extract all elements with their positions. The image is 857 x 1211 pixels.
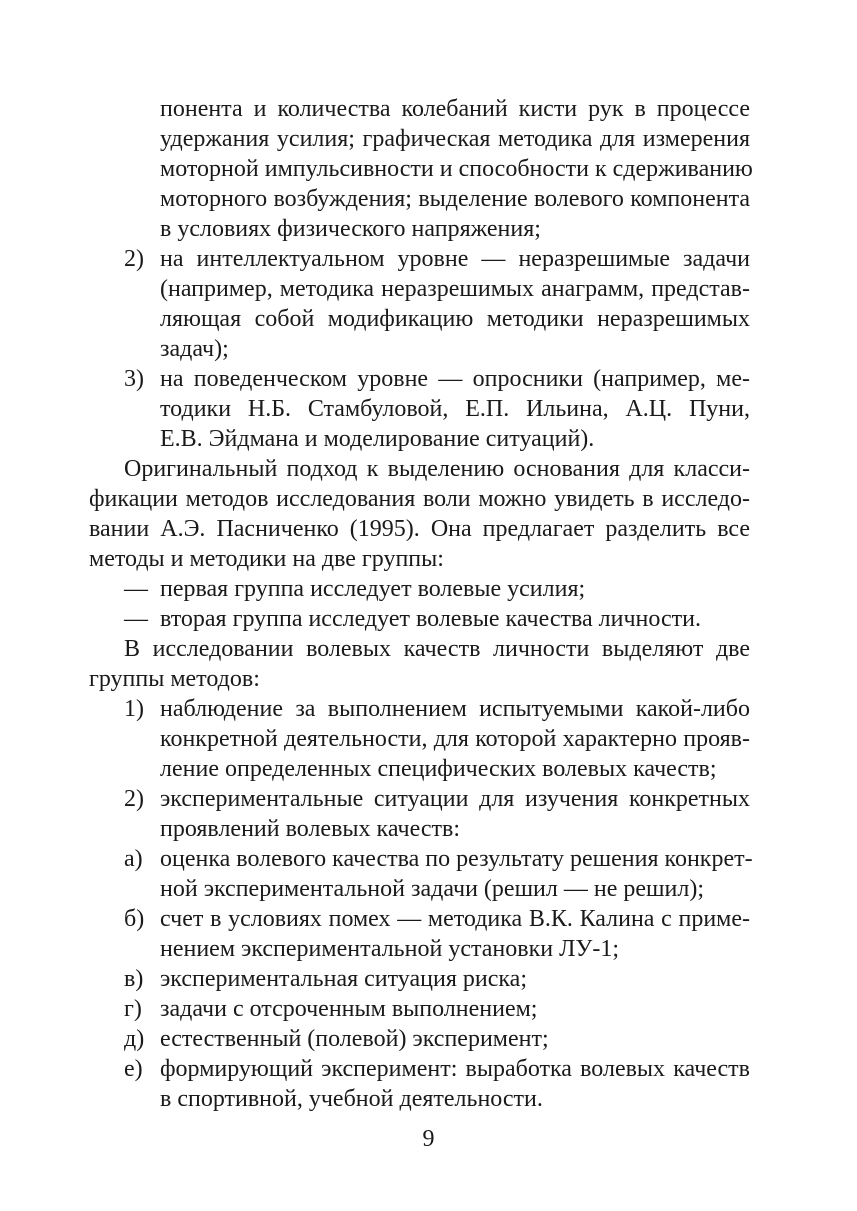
list-marker: 2) bbox=[124, 246, 144, 272]
text-line: на интеллектуальном уровне — неразрешимые задачи bbox=[160, 246, 750, 272]
text-line: ляющая собой модификацию методики неразрешимых bbox=[160, 306, 750, 332]
list-marker: е) bbox=[124, 1056, 143, 1082]
text-line: моторной импульсивности и способности к сдерживанию bbox=[160, 156, 753, 182]
text-line: конкретной деятельности, для которой характерно прояв- bbox=[160, 726, 750, 752]
list-marker: б) bbox=[124, 906, 145, 932]
text-line: счет в условиях помех — методика В.К. Калина с приме- bbox=[160, 906, 750, 932]
text-line: В исследовании волевых качеств личности выделяют две bbox=[124, 636, 750, 662]
text-line: на поведенческом уровне — опросники (например, ме- bbox=[160, 366, 750, 392]
list-marker: а) bbox=[124, 846, 143, 872]
text-line: Е.В. Эйдмана и моделирование ситуаций). bbox=[160, 426, 595, 452]
list-marker: д) bbox=[124, 1026, 145, 1052]
text-line: (например, методика неразрешимых анаграмм, представ- bbox=[160, 276, 750, 302]
list-marker: 3) bbox=[124, 366, 144, 392]
text-line: первая группа исследует волевые усилия; bbox=[160, 576, 586, 602]
text-line: формирующий эксперимент: выработка волевых качеств bbox=[160, 1056, 750, 1082]
text-line: Оригинальный подход к выделению основания для класси- bbox=[124, 456, 750, 482]
text-line: удержания усилия; графическая методика для измерения bbox=[160, 126, 750, 152]
text-line: нением экспериментальной установки ЛУ-1; bbox=[160, 936, 620, 962]
text-line: ной экспериментальной задачи (решил — не решил); bbox=[160, 876, 704, 902]
text-line: проявлений волевых качеств: bbox=[160, 816, 460, 842]
text-line: ление определенных специфических волевых качеств; bbox=[160, 756, 717, 782]
page-number: 9 bbox=[422, 1126, 435, 1152]
text-line: естественный (полевой) эксперимент; bbox=[160, 1026, 549, 1052]
text-line: экспериментальная ситуация риска; bbox=[160, 966, 527, 992]
text-line: моторного возбуждения; выделение волевого компонента bbox=[160, 186, 750, 212]
list-marker: 2) bbox=[124, 786, 144, 812]
text-line: тодики Н.Б. Стамбуловой, Е.П. Ильина, А.Ц. Пуни, bbox=[160, 396, 750, 422]
text-line: группы методов: bbox=[89, 666, 260, 692]
text-line: оценка волевого качества по результату решения конкрет- bbox=[160, 846, 753, 872]
text-line: методы и методики на две группы: bbox=[89, 546, 444, 572]
text-line: вании А.Э. Пасниченко (1995). Она предлагает разделить все bbox=[89, 516, 750, 542]
text-line: экспериментальные ситуации для изучения конкретных bbox=[160, 786, 750, 812]
list-marker: в) bbox=[124, 966, 144, 992]
list-marker: 1) bbox=[124, 696, 144, 722]
text-line: фикации методов исследования воли можно увидеть в исследо- bbox=[89, 486, 750, 512]
text-line: наблюдение за выполнением испытуемыми какой-либо bbox=[160, 696, 750, 722]
list-marker: — bbox=[124, 576, 148, 602]
text-line: задачи с отсроченным выполнением; bbox=[160, 996, 538, 1022]
list-marker: г) bbox=[124, 996, 142, 1022]
text-line: задач); bbox=[160, 336, 229, 362]
text-line: в спортивной, учебной деятельности. bbox=[160, 1086, 543, 1112]
text-line: понента и количества колебаний кисти рук в процессе bbox=[160, 96, 750, 122]
text-line: вторая группа исследует волевые качества личности. bbox=[160, 606, 701, 632]
text-line: в условиях физического напряжения; bbox=[160, 216, 541, 242]
list-marker: — bbox=[124, 606, 148, 632]
